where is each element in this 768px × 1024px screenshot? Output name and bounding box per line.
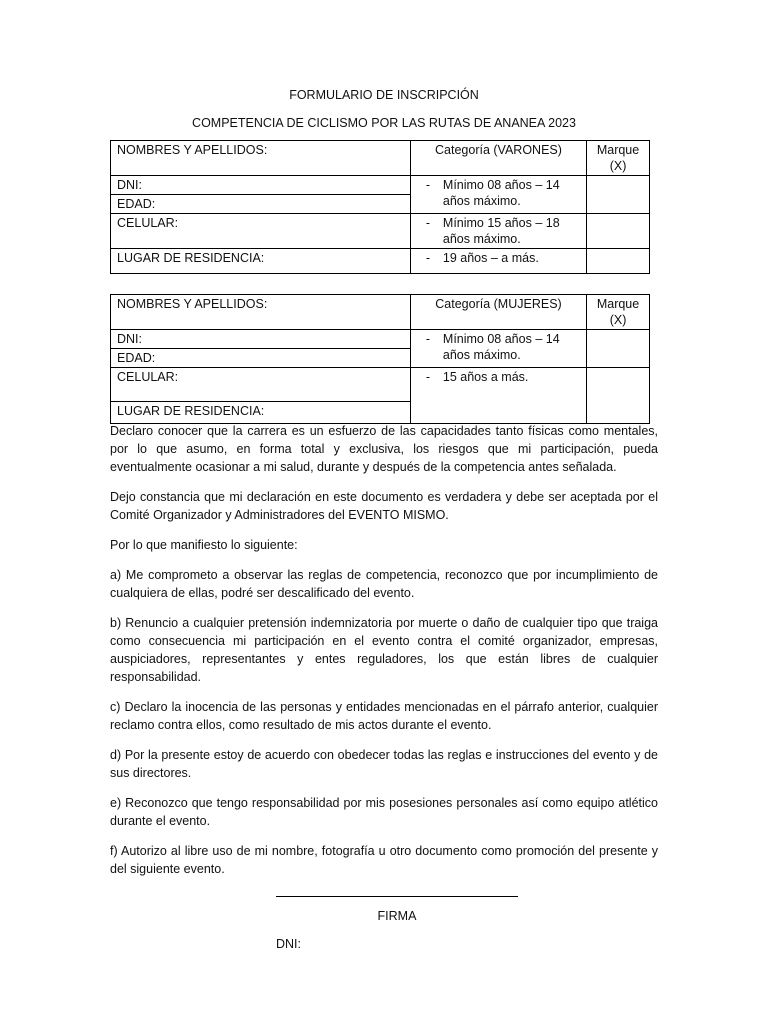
- category-option-1: [410, 176, 586, 214]
- dni-label: DNI:: [117, 332, 142, 346]
- celular-label: CELULAR:: [117, 370, 179, 384]
- declaration-paragraph-3: Por lo que manifiesto lo siguiente:: [110, 538, 298, 552]
- declaration-text: [110, 422, 658, 890]
- edad-label: EDAD:: [117, 351, 156, 365]
- edad-label: EDAD:: [117, 197, 156, 211]
- dni-label: DNI:: [117, 178, 142, 192]
- signature-dni-label: DNI:: [276, 937, 301, 951]
- residencia-field[interactable]: [111, 249, 411, 274]
- mujeres-registration-table: [110, 294, 650, 424]
- declaration-paragraph-1: Declaro conocer que la carrera es un esfuerzo de las capacidades tanto físicas como mentales, por lo que asumo, en forma total y exclusiva, los riesgos que mi participación, pueda eventualmente ocasionar a mi salud, durante y después de la competencia antes señalada.: [110, 424, 658, 474]
- mark-box-1[interactable]: [587, 330, 650, 368]
- dash-bullet: -: [425, 332, 430, 346]
- name-field[interactable]: [111, 295, 411, 330]
- clause-c: c) Declaro la inocencia de las personas y entidades mencionadas en el párrafo anterior, cualquier reclamo contra ellos, como resultado de mis actos durante el evento.: [110, 700, 658, 732]
- dash-bullet: -: [425, 178, 430, 192]
- dash-bullet: -: [425, 251, 430, 265]
- category-text: Mínimo 15 años – 18 años máximo.: [442, 216, 560, 246]
- celular-field[interactable]: [111, 214, 411, 249]
- celular-field[interactable]: [111, 368, 411, 402]
- residencia-label: LUGAR DE RESIDENCIA:: [117, 404, 265, 418]
- clause-f: f) Autorizo al libre uso de mi nombre, fotografía u otro documento como promoción del presente y del siguiente evento.: [110, 844, 658, 876]
- declaration-paragraph-2: Dejo constancia que mi declaración en este documento es verdadera y debe ser aceptada por el Comité Organizador y Administradores del EVENTO MISMO.: [110, 490, 658, 522]
- category-option-2: [410, 214, 586, 249]
- dash-bullet: -: [425, 216, 430, 230]
- category-option-3: [410, 249, 586, 274]
- firma-label: FIRMA: [377, 909, 417, 923]
- category-option-1: [410, 330, 586, 368]
- name-label: NOMBRES Y APELLIDOS:: [117, 143, 268, 157]
- edad-field[interactable]: [111, 195, 411, 214]
- residencia-label: LUGAR DE RESIDENCIA:: [117, 251, 265, 265]
- varones-registration-table: [110, 140, 650, 274]
- category-header: Categoría (MUJERES): [410, 295, 586, 330]
- dni-field[interactable]: [111, 330, 411, 349]
- signature-line[interactable]: [276, 896, 518, 897]
- mark-box-3[interactable]: [587, 249, 650, 274]
- form-title: FORMULARIO DE INSCRIPCIÓN: [289, 88, 479, 102]
- mark-box-2[interactable]: [587, 214, 650, 249]
- mark-box-1[interactable]: [587, 176, 650, 214]
- mark-box-2[interactable]: [587, 368, 650, 424]
- edad-field[interactable]: [111, 349, 411, 368]
- category-text: 19 años – a más.: [442, 251, 539, 265]
- dash-bullet: -: [425, 370, 430, 384]
- clause-e: e) Reconozco que tengo responsabilidad por mis posesiones personales así como equipo atlético durante el evento.: [110, 796, 658, 828]
- marque-header: Marque (X): [587, 141, 650, 176]
- category-option-2: [410, 368, 586, 424]
- celular-label: CELULAR:: [117, 216, 179, 230]
- category-text: 15 años a más.: [442, 370, 529, 384]
- category-text: Mínimo 08 años – 14 años máximo.: [442, 178, 560, 208]
- clause-b: b) Renuncio a cualquier pretensión indemnizatoria por muerte o daño de cualquier tipo que traiga como consecuencia mi participación en el evento contra el comité organizador, empresas, auspiciadores, representantes y entes reguladores, los que están libres de cualquier responsabilidad.: [110, 616, 658, 684]
- residencia-field[interactable]: [111, 402, 411, 424]
- name-label: NOMBRES Y APELLIDOS:: [117, 297, 268, 311]
- dni-field[interactable]: [111, 176, 411, 195]
- category-header: Categoría (VARONES): [410, 141, 586, 176]
- clause-a: a) Me comprometo a observar las reglas de competencia, reconozco que por incumplimiento de cualquiera de ellas, podré ser descalificado del evento.: [110, 568, 658, 600]
- marque-header: Marque (X): [587, 295, 650, 330]
- competition-subtitle: COMPETENCIA DE CICLISMO POR LAS RUTAS DE ANANEA 2023: [192, 116, 576, 130]
- clause-d: d) Por la presente estoy de acuerdo con obedecer todas las reglas e instrucciones del evento y de sus directores.: [110, 748, 658, 780]
- category-text: Mínimo 08 años – 14 años máximo.: [442, 332, 560, 362]
- name-field[interactable]: [111, 141, 411, 176]
